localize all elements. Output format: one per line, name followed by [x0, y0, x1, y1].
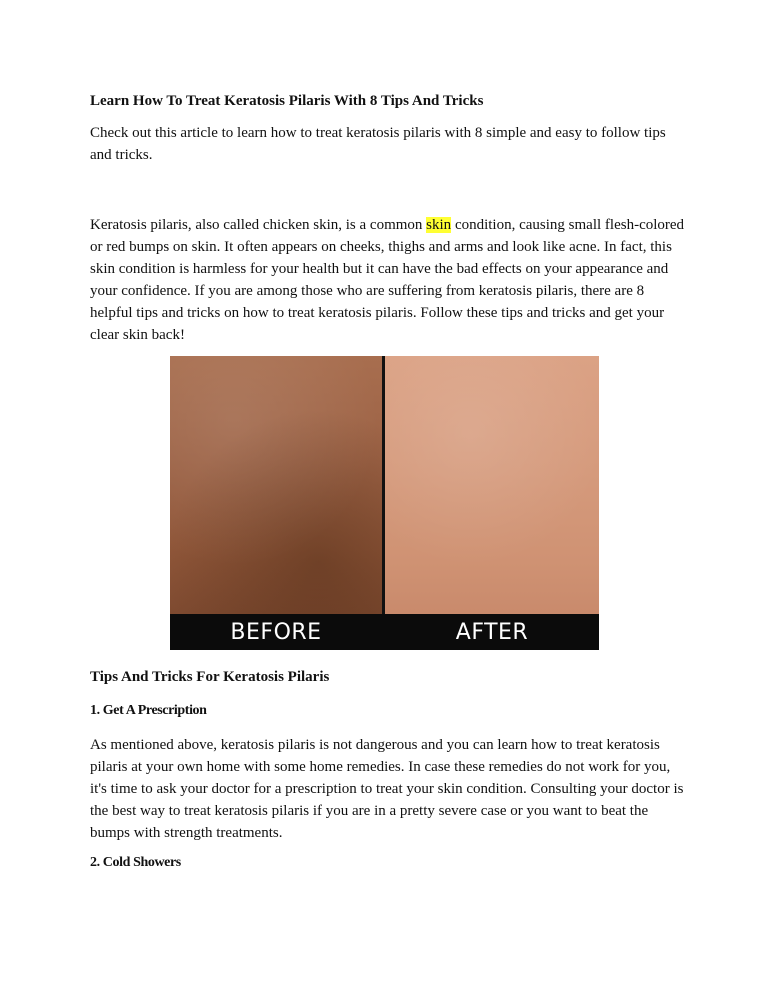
- tip-1-body: As mentioned above, keratosis pilaris is not dangerous and you can learn how to treat keratosis pilaris at your own home with some home remedies. In case these remedies do not work for you, it's time to ask your doctor for a prescription to treat your skin condition. Consulting your doctor is the best way to treat keratosis pilaris if you are in a pretty severe case or you want to beat the bumps with strength treatments.: [90, 737, 684, 841]
- tip-1-title: 1. Get A Prescription: [90, 703, 207, 718]
- tip-2-title: 2. Cold Showers: [90, 855, 181, 870]
- description-text-start: Keratosis pilaris, also called chicken skin, is a common: [90, 217, 427, 233]
- before-skin-photo: [170, 356, 382, 614]
- section-title: Tips And Tricks For Keratosis Pilaris: [90, 669, 330, 685]
- before-label: BEFORE: [230, 620, 322, 645]
- before-after-image: [170, 356, 599, 650]
- description-text-end: condition, causing small flesh-colored or red bumps on skin. It often appears on cheeks, thighs and arms and look like acne. In fact, this skin condition is harmless for your health but it can have the bad effects on your appearance and your confidence. If you are among those who are suffering from keratosis pilaris, there are 8 helpful tips and tricks on how to treat keratosis pilaris. Follow these tips and tricks and get your clear skin back!: [90, 217, 685, 343]
- description-paragraph: [90, 214, 690, 346]
- after-skin-photo: [385, 356, 599, 614]
- article-title: Learn How To Treat Keratosis Pilaris With 8 Tips And Tricks: [90, 93, 484, 109]
- intro-paragraph: Check out this article to learn how to treat keratosis pilaris with 8 simple and easy to follow tips and tricks.: [90, 125, 666, 163]
- after-label: AFTER: [455, 620, 529, 645]
- highlighted-word: skin: [426, 217, 452, 233]
